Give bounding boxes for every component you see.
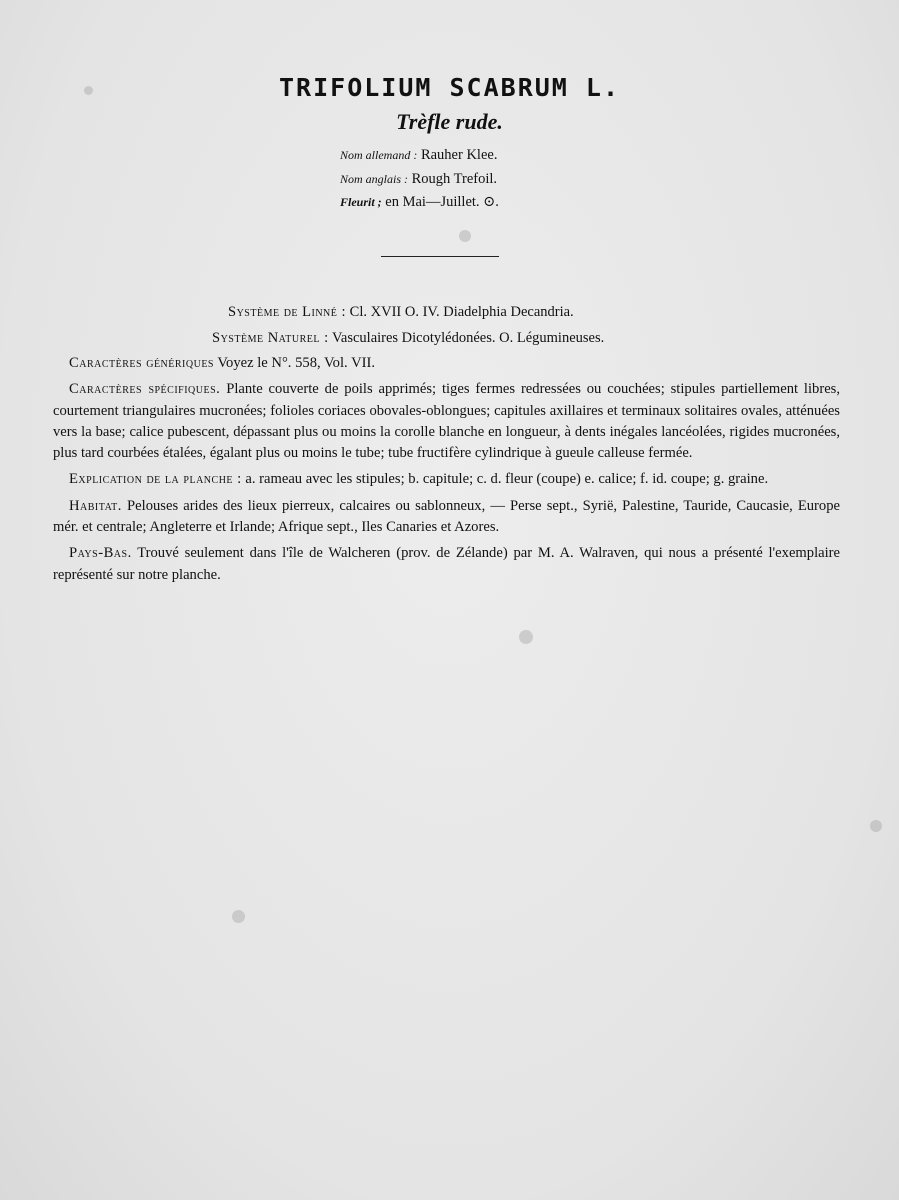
- flowering-value: en Mai—Juillet. ⊙.: [385, 194, 499, 210]
- german-name-line: [340, 144, 499, 168]
- linne-system-line: [228, 302, 574, 322]
- german-name-label: Nom allemand :: [340, 148, 418, 162]
- netherlands-text: Trouvé seulement dans l'île de Walcheren (prov. de Zélande) par M. A. Walraven, qui nous a présenté l'exemplaire représenté sur notre planche.: [53, 545, 840, 583]
- flowering-line: [340, 191, 499, 215]
- netherlands-label: Pays-Bas.: [69, 545, 132, 562]
- specific-characters-paragraph: [53, 379, 840, 464]
- flowering-label: Fleurit ;: [340, 195, 382, 209]
- plate-explanation-text: a. rameau avec les stipules; b. capitule; c. d. fleur (coupe) e. calice; f. id. coupe; g. graine.: [245, 471, 769, 488]
- english-name-line: [340, 168, 499, 192]
- netherlands-paragraph: [53, 543, 840, 586]
- species-title: TRIFOLIUM SCABRUM L.: [278, 73, 621, 102]
- linne-system-label: Système de Linné :: [228, 304, 347, 320]
- paper-spot: [870, 820, 882, 832]
- divider-rule: [381, 256, 499, 257]
- english-name-value: Rough Trefoil.: [411, 170, 498, 187]
- common-name: Trèfle rude.: [396, 109, 503, 134]
- plate-explanation-paragraph: [53, 469, 840, 490]
- vernacular-names: [340, 144, 499, 215]
- habitat-text: Pelouses arides des lieux pierreux, calcaires ou sablonneux, — Perse sept., Syrië, Palestine, Tauride, Caucasie, Europe mér. et centrale; Angleterre et Irlande; Afrique sept., Iles Canaries et Azores.: [53, 497, 840, 536]
- description-body: [53, 353, 840, 591]
- plate-explanation-label: Explication de la planche :: [69, 471, 242, 488]
- specific-characters-label: Caractères spécifiques.: [69, 381, 221, 398]
- linne-system-value: Cl. XVII O. IV. Diadelphia Decandria.: [349, 304, 574, 320]
- paper-spot: [459, 230, 471, 242]
- habitat-label: Habitat.: [69, 497, 122, 514]
- english-name-label: Nom anglais :: [340, 171, 409, 186]
- generic-characters-label: Caractères génériques: [69, 355, 214, 371]
- natural-system-value: Vasculaires Dicotylédonées. O. Légumineuses.: [332, 330, 605, 346]
- habitat-paragraph: [53, 496, 840, 539]
- natural-system-label: Système Naturel :: [212, 330, 329, 346]
- paper-spot: [232, 910, 245, 923]
- paper-spot: [519, 630, 533, 644]
- german-name-value: Rauher Klee.: [420, 147, 498, 163]
- generic-characters-paragraph: [53, 353, 840, 374]
- natural-system-line: [212, 328, 604, 348]
- generic-characters-text: Voyez le N°. 558, Vol. VII.: [217, 355, 375, 371]
- specific-characters-text: Plante couverte de poils apprimés; tiges fermes redressées ou couchées; stipules partiellement libres, courtement triangulaires mucronées; folioles coriaces obovales-oblongues; capitules axillaires et terminaux solitaires ovales, atténuées vers la base; calice pubescent, dépassant plus ou moins la corolle blanche en longueur, à dents inégales lancéolées, rigides mucronées, plus tard courbées étalées, égalant plus ou moins le tube; tube fructifère cylindrique à gueule calleuse fermée.: [53, 381, 841, 462]
